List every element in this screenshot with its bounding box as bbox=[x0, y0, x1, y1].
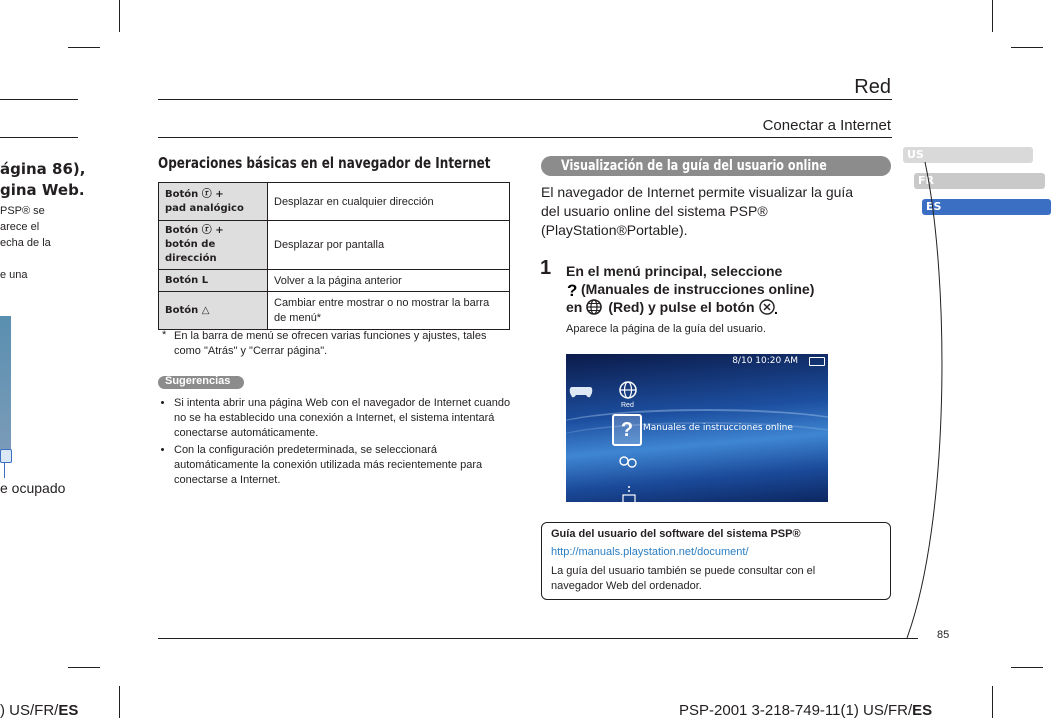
psp-screenshot bbox=[566, 354, 828, 502]
left-page-rule bbox=[0, 137, 78, 138]
lang-tab-fr[interactable]: FR bbox=[914, 173, 1045, 189]
question-mark-icon bbox=[566, 281, 578, 298]
page-curve bbox=[905, 160, 951, 640]
crop-mark bbox=[1011, 47, 1043, 48]
crop-mark bbox=[992, 686, 993, 718]
network-category-icon bbox=[618, 380, 638, 400]
list-item: • Si intenta abrir una página Web con el navegador de Internet cuando no se ha establecido una conexión a Internet, el sistema intentará conectarse automáticamente. bbox=[174, 396, 522, 441]
game-category-icon bbox=[569, 384, 593, 398]
left-fragment-image bbox=[0, 316, 11, 451]
crop-mark bbox=[1011, 667, 1043, 668]
intro-text: El navegador de Internet permite visualizar la guía del usuario online del sistema PSP® (PlayStation®Portable). bbox=[541, 184, 854, 238]
svg-text:.: . bbox=[773, 301, 778, 315]
manuals-icon: ? bbox=[612, 414, 642, 446]
psp-clock: 8/10 10:20 AM bbox=[732, 356, 798, 366]
header-rule bbox=[158, 99, 892, 100]
left-fragment-leader bbox=[4, 462, 5, 478]
table-key: Botón L bbox=[159, 270, 268, 292]
table-value: Cambiar entre mostrar o no mostrar la barra de menú* bbox=[268, 292, 510, 330]
left-fragment-title: ágina 86), gina Web. bbox=[0, 160, 86, 199]
crop-mark bbox=[68, 47, 100, 48]
page-number: 85 bbox=[937, 629, 950, 641]
crop-mark bbox=[119, 686, 120, 718]
left-fragment-marker-icon bbox=[0, 449, 12, 463]
lang-tab-us[interactable]: US bbox=[903, 147, 1033, 163]
section-header: Red bbox=[854, 76, 891, 98]
step-result: Aparece la página de la guía del usuario. bbox=[566, 323, 766, 335]
battery-icon bbox=[809, 357, 825, 366]
info-box-text: La guía del usuario también se puede consultar con el navegador Web del ordenador. bbox=[551, 565, 816, 592]
manual-url-link[interactable]: http://manuals.playstation.net/document/ bbox=[551, 546, 749, 558]
table-key: Botón ⓡ + botón de dirección bbox=[159, 221, 268, 270]
table-key: Botón △ bbox=[159, 292, 268, 330]
subsection-header: Conectar a Internet bbox=[762, 117, 891, 134]
info-box-link-wrap bbox=[551, 546, 749, 558]
slug-right: PSP-2001 3-218-749-11(1) US/FR/ES bbox=[679, 702, 933, 719]
step-number: 1 bbox=[540, 257, 552, 279]
svg-text:?: ? bbox=[567, 280, 578, 298]
list-item: • Con la configuración predeterminada, se seleccionará automáticamente la conexión utilizada más recientemente para conectarse a Internet. bbox=[174, 443, 522, 488]
footnote-mark: * bbox=[162, 329, 167, 341]
table-value: Desplazar por pantalla bbox=[268, 221, 510, 270]
table-row bbox=[159, 292, 510, 330]
section-title: Visualización de la guía del usuario online bbox=[561, 158, 827, 174]
cross-button-icon bbox=[759, 299, 779, 315]
table-row bbox=[159, 221, 510, 270]
slug-left: ) US/FR/ES bbox=[0, 702, 79, 719]
tips-badge: Sugerencias bbox=[158, 376, 244, 389]
globe-icon bbox=[586, 299, 604, 315]
crop-mark bbox=[992, 0, 993, 32]
crop-mark bbox=[68, 667, 100, 668]
footnote-text: En la barra de menú se ofrecen varias funciones y ajustes, tales como "Atrás" y "Cerrar página". bbox=[174, 330, 487, 357]
table-row bbox=[159, 270, 510, 292]
table-value: Desplazar en cualquier dirección bbox=[268, 183, 510, 221]
info-box bbox=[541, 522, 891, 600]
chat-icon bbox=[618, 454, 638, 470]
crop-mark bbox=[119, 0, 120, 32]
table-key: Botón ⓡ + pad analógico bbox=[159, 183, 268, 221]
left-page-rule bbox=[0, 99, 78, 100]
info-box-title: Guía del usuario del software del sistema PSP® bbox=[551, 528, 801, 540]
left-fragment-caption: e ocupado bbox=[0, 480, 66, 496]
step-instruction: En el menú principal, seleccione ? (Manuales de instrucciones online) en (Red) y pulse el botón . bbox=[566, 263, 815, 315]
psp-selected-item: Manuales de instrucciones online bbox=[643, 423, 793, 433]
lang-tab-es[interactable]: ES bbox=[922, 199, 1051, 215]
header-rule bbox=[158, 137, 892, 138]
section-title-bar bbox=[541, 156, 891, 176]
more-items-icon bbox=[622, 485, 636, 502]
operations-heading: Operaciones básicas en el navegador de Internet bbox=[158, 154, 491, 172]
left-fragment-body: PSP® se arece el echa de la e una bbox=[0, 205, 51, 281]
psp-category-label: Red bbox=[621, 402, 634, 409]
table-row bbox=[159, 183, 510, 221]
table-value: Volver a la página anterior bbox=[268, 270, 510, 292]
footer-rule bbox=[158, 638, 918, 639]
tips-list bbox=[158, 396, 522, 488]
operations-table bbox=[158, 182, 510, 330]
